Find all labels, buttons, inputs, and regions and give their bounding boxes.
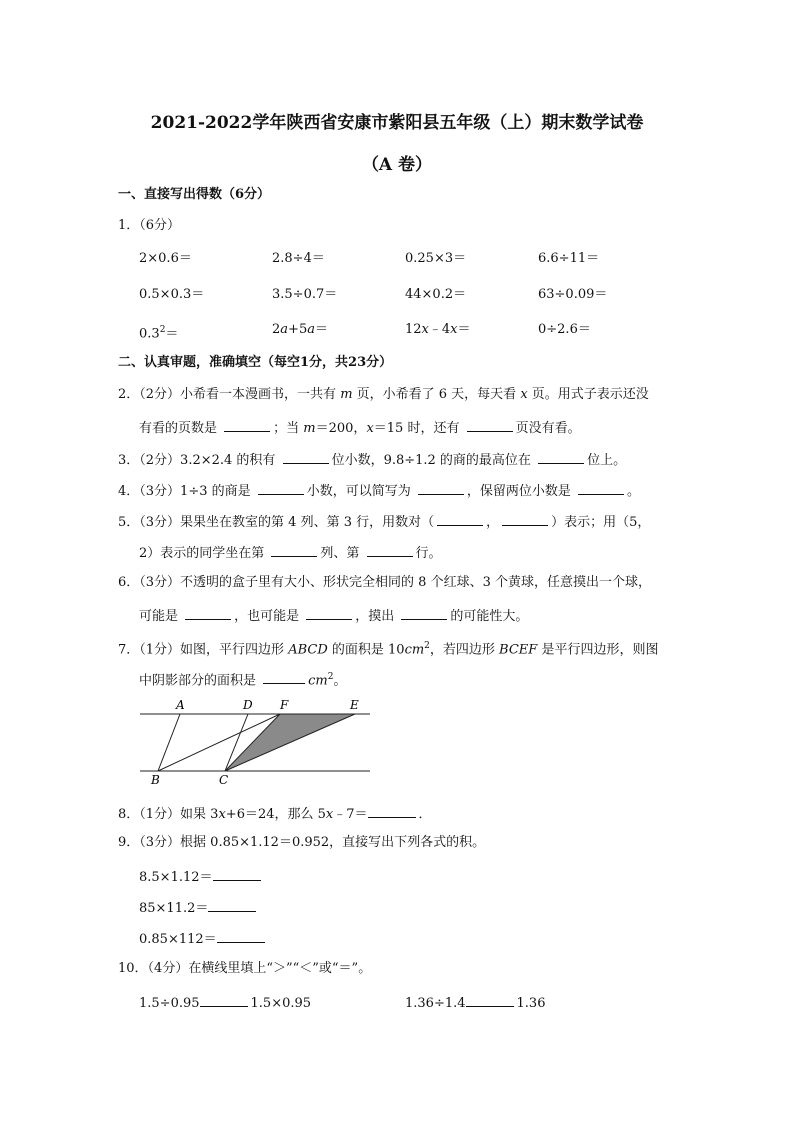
point-label-b: B [151,773,160,787]
answer-blank[interactable] [502,511,548,526]
calc-item: $0.3^2=$ [139,325,179,342]
question-5-cont: 2）表示的同学坐在第 列、第 行。 [139,542,442,563]
point-label-a: A [176,698,185,712]
answer-blank[interactable] [263,669,305,684]
answer-blank[interactable] [466,992,514,1007]
point-label-c: C [219,773,229,787]
parallelogram-figure [130,696,380,788]
question-7-cont: 中阴影部分的面积是 $cm^2$。 [139,668,347,690]
answer-blank[interactable] [213,866,261,881]
q9-item: 85×11.2＝ [139,897,259,918]
question-6: 6．（3分）不透明的盒子里有大小、形状完全相同的 8 个红球、3 个黄球，任意摸出一个球， [118,575,651,590]
answer-blank[interactable] [185,605,231,620]
q10-item: 1.5÷0.95 1.5×0.95 [139,992,311,1013]
answer-blank[interactable] [578,480,624,495]
point-label-f: F [280,698,289,712]
question-2: 2．（2分）小希看一本漫画书，一共有 m 页，小希看了 6 天，每天看 x 页。用式子表示还没 [118,387,649,402]
question-10: 10．（4分）在横线里填上“＞”“＜”或“＝”。 [118,961,372,976]
section2-heading: 二、认真审题，准确填空（每空1分，共23分） [118,355,393,370]
calc-item: 2.8÷4＝ [272,251,325,266]
calc-item: 63÷0.09＝ [538,287,608,302]
point-label-e: E [350,698,359,712]
question-8: 8．（1分）如果 3x+6＝24，那么 5x﹣7＝ ． [118,803,432,824]
answer-blank[interactable] [200,992,248,1007]
calc-item: 44×0.2＝ [405,287,467,302]
q10-item: 1.36÷1.4 1.36 [405,992,545,1013]
answer-blank[interactable] [208,897,256,912]
calc-item: 2a+5a＝ [272,322,328,337]
section1-heading: 一、直接写出得数（6分） [118,187,271,202]
answer-blank[interactable] [367,542,413,557]
question-5: 5．（3分）果果坐在教室的第 4 列、第 3 行，用数对（ ， ）表示；用（5， [118,511,650,532]
question-2-cont: 有看的页数是 ；当 m＝200，x＝15 时，还有 页没有看。 [139,417,581,438]
question-7: 7．（1分）如图，平行四边形 ABCD 的面积是 $10cm^2$，若四边形 BCEF 是平行四边形，则图 [118,641,659,658]
question-3: 3．（2分）3.2×2.4 的积有 位小数，9.8÷1.2 的商的最高位在 位上。 [118,449,626,470]
point-label-d: D [243,698,253,712]
calc-item: 6.6÷11＝ [538,251,600,266]
question-6-cont: 可能是 ，也可能是 ，摸出 的可能性大。 [139,605,528,626]
calc-item: 0÷2.6＝ [538,322,591,337]
q9-item: 8.5×1.12＝ [139,866,264,887]
answer-blank[interactable] [283,449,329,464]
answer-blank[interactable] [224,417,270,432]
exam-title: 2021-2022学年陕西省安康市紫阳县五年级（上）期末数学试卷 [150,113,644,133]
answer-blank[interactable] [368,803,416,818]
answer-blank[interactable] [467,417,513,432]
answer-blank[interactable] [271,542,317,557]
calc-item: 3.5÷0.7＝ [272,287,338,302]
answer-blank[interactable] [538,449,584,464]
question-9: 9．（3分）根据 0.85×1.12＝0.952，直接写出下列各式的积。 [118,835,486,850]
exam-title-sub: （A 卷） [361,155,433,175]
answer-blank[interactable] [418,480,464,495]
question-4: 4．（3分）1÷3 的商是 小数，可以简写为 ，保留两位小数是 。 [118,480,640,501]
calc-item: 12x﹣4x＝ [405,322,471,337]
answer-blank[interactable] [437,511,483,526]
calc-item: 2×0.6＝ [139,251,192,266]
q1-label: 1．（6分） [118,218,181,233]
answer-blank[interactable] [258,480,304,495]
q9-item: 0.85×112＝ [139,928,268,949]
calc-item: 0.5×0.3＝ [139,287,205,302]
answer-blank[interactable] [401,605,447,620]
calc-item: 0.25×3＝ [405,251,467,266]
answer-blank[interactable] [306,605,352,620]
answer-blank[interactable] [217,928,265,943]
